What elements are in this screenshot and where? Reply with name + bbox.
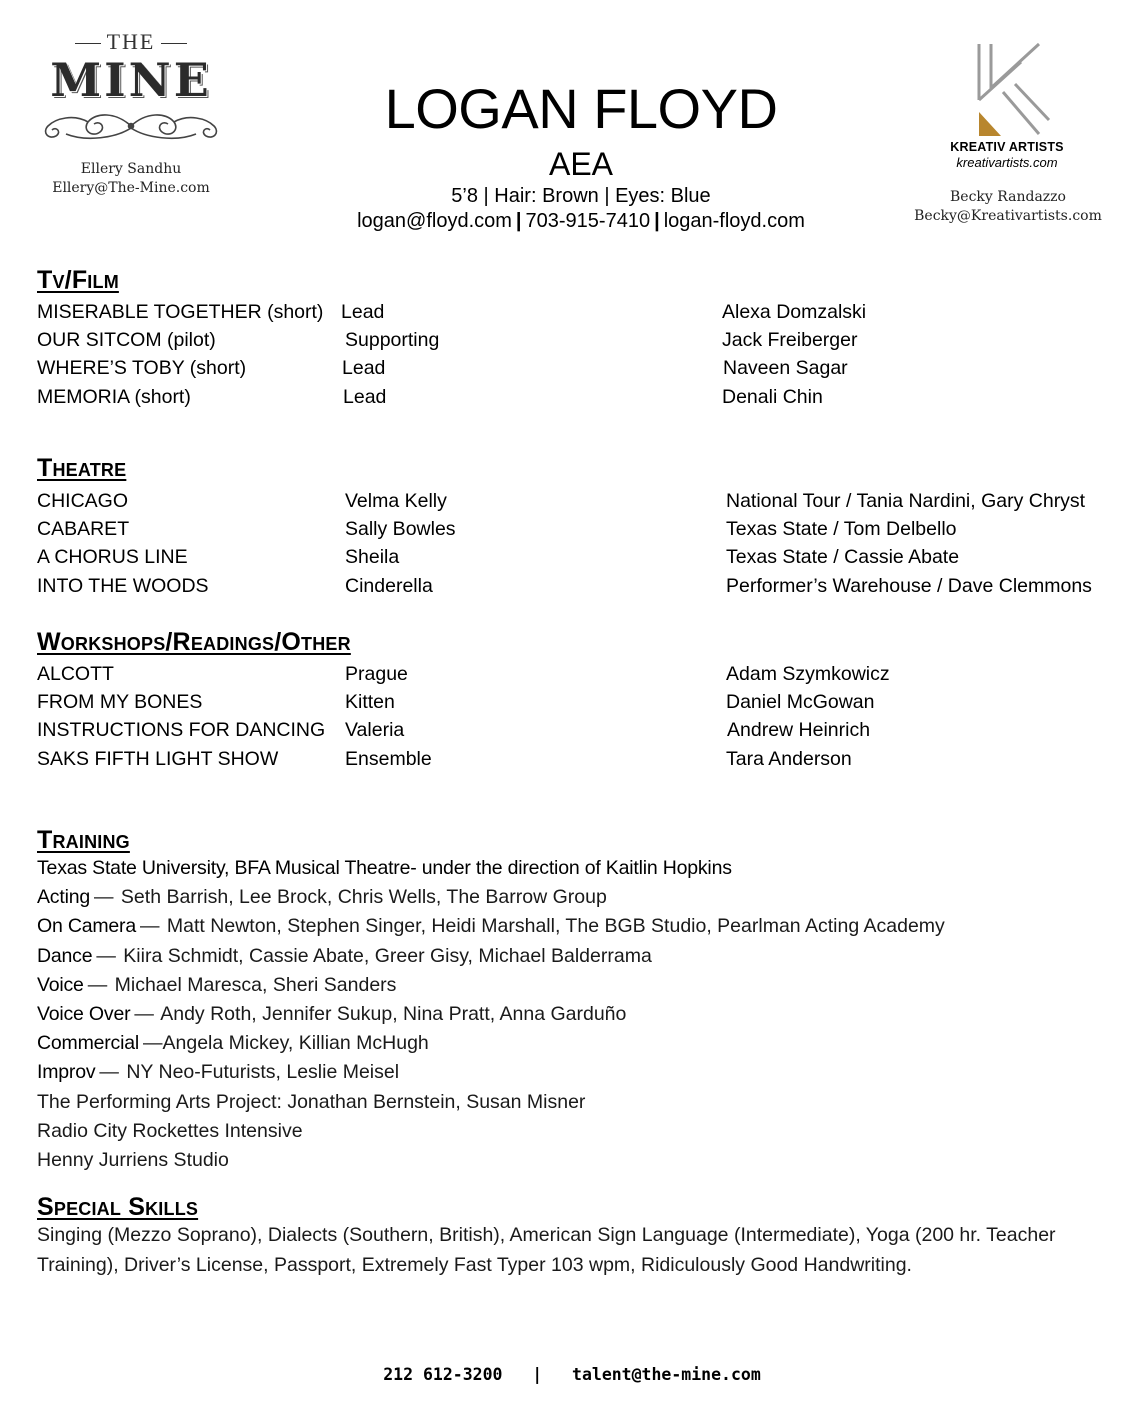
training-item <box>37 912 1127 941</box>
agency-footer <box>0 1364 1144 1386</box>
training-item <box>37 1058 1127 1087</box>
credit-row <box>37 383 1117 411</box>
right-agent-name: Becky Randazzo <box>950 189 1066 205</box>
credit-director: Adam Szymkowicz <box>726 663 890 685</box>
credit-role: Valeria <box>345 719 405 742</box>
credit-row <box>37 543 1117 571</box>
training-dash: — <box>94 886 114 909</box>
credit-director: Denali Chin <box>722 385 823 408</box>
logo-rule-left <box>75 43 101 44</box>
credit-row <box>37 745 1117 773</box>
credit-director: Tara Anderson <box>726 747 852 770</box>
credit-role: Lead <box>341 301 385 323</box>
left-agent-email: Ellery@The-Mine.com <box>52 180 210 196</box>
training-teachers: Matt Newton, Stephen Singer, Heidi Marshall, The BGB Studio, Pearlman Acting Academy <box>166 915 945 938</box>
training-label: Acting <box>37 886 90 909</box>
training-teachers: Kiira Schmidt, Cassie Abate, Greer Gisy, Michael Balderrama <box>123 944 652 967</box>
credit-title: INSTRUCTIONS FOR DANCING <box>37 719 326 742</box>
training-label: Voice <box>37 973 84 996</box>
kreativ-name: KREATIV ARTISTS <box>950 140 1064 154</box>
training-dash: — <box>140 915 160 938</box>
credit-row <box>37 572 1117 600</box>
actor-website: logan-floyd.com <box>663 210 805 232</box>
training-list <box>37 854 1127 1175</box>
training-item <box>37 883 1127 912</box>
credit-director: Jack Freiberger <box>722 329 858 352</box>
training-dash: — <box>87 973 108 996</box>
credit-row <box>37 487 1117 515</box>
section-title-special-skills: Special Skills <box>37 1193 199 1221</box>
actor-phone: 703-915-7410 <box>525 210 651 232</box>
the-mine-logo <box>34 30 228 142</box>
credit-role: Ensemble <box>345 747 432 770</box>
credit-row <box>37 354 1117 382</box>
credit-title: INTO THE WOODS <box>37 574 209 597</box>
credit-title: CABARET <box>37 518 130 541</box>
physical-stats: 5’8 | Hair: Brown | Eyes: Blue <box>451 185 711 207</box>
credit-role: Lead <box>342 357 386 380</box>
training-item <box>37 942 1127 971</box>
section-title-theatre: Theatre <box>37 454 127 482</box>
actor-header <box>286 76 876 234</box>
training-item <box>37 1000 1127 1029</box>
credit-title: MISERABLE TOGETHER (short) <box>37 301 324 323</box>
training-item <box>37 1029 1127 1058</box>
training-teachers: NY Neo-Futurists, Leslie Meisel <box>126 1061 400 1084</box>
training-dash: — <box>134 1003 154 1026</box>
training-label: On Camera <box>37 915 136 938</box>
credit-title: MEMORIA (short) <box>37 385 191 408</box>
training-dash: — <box>96 944 116 967</box>
contact-separator: | <box>654 210 660 232</box>
credit-role: Sheila <box>345 546 400 569</box>
training-teachers: Andy Roth, Jennifer Sukup, Nina Pratt, Anna Garduño <box>160 1003 627 1026</box>
credit-role: Cinderella <box>345 574 433 597</box>
credit-title: OUR SITCOM (pilot) <box>37 329 216 352</box>
actor-contact <box>286 209 876 234</box>
left-agent-name: Ellery Sandhu <box>80 161 182 177</box>
training-label: Commercial <box>37 1032 140 1055</box>
school-text: Texas State University, BFA Musical Theatre- under the direction of Kaitlin Hopkins <box>37 857 732 879</box>
footer-email: talent@the-mine.com <box>572 1365 761 1384</box>
credit-director: Texas State / Tom Delbello <box>726 518 957 541</box>
credit-director: Alexa Domzalski <box>722 301 867 323</box>
special-skills-text: Singing (Mezzo Soprano), Dialects (Southern, British), American Sign Language (Intermediate), Yoga (200 hr. Teacher Training), Driver’s License, Passport, Extremely Fast Typer 103 wpm, Ridiculously Good Handwriting. <box>37 1224 1056 1276</box>
training-extra: Henny Jurriens Studio <box>37 1149 229 1172</box>
section-title-tv-film: Tv/Film <box>37 266 119 294</box>
kreativ-accent-shape <box>979 112 1001 136</box>
left-agent-contact <box>34 160 228 198</box>
credit-role: Kitten <box>345 691 395 714</box>
theatre-credits <box>37 487 1117 600</box>
training-extra: The Performing Arts Project: Jonathan Bernstein, Susan Misner <box>37 1090 586 1113</box>
credit-title: A CHORUS LINE <box>37 546 188 569</box>
tv-film-credits <box>37 298 1117 411</box>
union-affiliation: AEA <box>548 146 614 182</box>
credit-title: CHICAGO <box>37 490 129 512</box>
training-label: Improv <box>37 1061 96 1084</box>
credit-role: Sally Bowles <box>345 518 456 541</box>
section-title-workshops: Workshops/Readings/Other <box>37 628 351 656</box>
training-dash: — <box>99 1061 119 1084</box>
credit-row <box>37 688 1117 716</box>
footer-separator: | <box>532 1365 543 1384</box>
credit-director: Andrew Heinrich <box>727 719 871 742</box>
footer-phone: 212 612-3200 <box>383 1365 503 1384</box>
credit-role: Velma Kelly <box>345 490 447 512</box>
credit-row <box>37 660 1117 688</box>
credit-role: Prague <box>345 663 408 685</box>
training-label: Voice Over <box>37 1003 131 1026</box>
credit-row <box>37 716 1117 744</box>
credit-title: SAKS FIFTH LIGHT SHOW <box>37 747 279 770</box>
kreativ-artists-logo <box>946 40 1068 171</box>
credit-director: Daniel McGowan <box>726 691 875 714</box>
training-extra: Radio City Rockettes Intensive <box>37 1119 303 1142</box>
credit-director: Texas State / Cassie Abate <box>726 546 960 569</box>
actor-name: LOGAN FLOYD <box>384 77 778 140</box>
logo-rule-right <box>161 43 187 44</box>
training-dash: — <box>143 1032 163 1055</box>
workshop-credits <box>37 660 1117 773</box>
section-title-training: Training <box>37 826 130 854</box>
training-teachers: Angela Mickey, Killian McHugh <box>162 1032 429 1055</box>
training-school <box>37 854 1127 883</box>
credit-row <box>37 298 1117 326</box>
kreativ-k-icon <box>961 40 1053 138</box>
credit-director: National Tour / Tania Nardini, Gary Chryst <box>726 490 1086 512</box>
credit-director: Naveen Sagar <box>723 357 848 380</box>
training-teachers: Seth Barrish, Lee Brock, Chris Wells, The Barrow Group <box>120 886 607 909</box>
logo-the-text: THE <box>106 29 156 54</box>
logo-mine-text: MINE <box>50 53 212 107</box>
credit-title: FROM MY BONES <box>37 691 203 714</box>
credit-row <box>37 326 1117 354</box>
right-agent-email: Becky@Kreativartists.com <box>914 208 1102 224</box>
training-item <box>37 971 1127 1000</box>
training-label: Dance <box>37 944 93 967</box>
training-teachers: Michael Maresca, Sheri Sanders <box>114 973 397 996</box>
actor-email: logan@floyd.com <box>357 210 512 232</box>
kreativ-url: kreativartists.com <box>956 155 1058 170</box>
right-agent-contact <box>900 188 1116 226</box>
credit-row <box>37 515 1117 543</box>
contact-separator: | <box>515 210 522 232</box>
credit-role: Lead <box>343 385 387 408</box>
ornament-swirl-icon <box>36 108 226 142</box>
credit-director: Performer’s Warehouse / Dave Clemmons <box>726 574 1092 597</box>
credit-title: WHERE’S TOBY (short) <box>37 357 247 380</box>
credit-title: ALCOTT <box>37 663 114 685</box>
credit-role: Supporting <box>345 329 440 352</box>
